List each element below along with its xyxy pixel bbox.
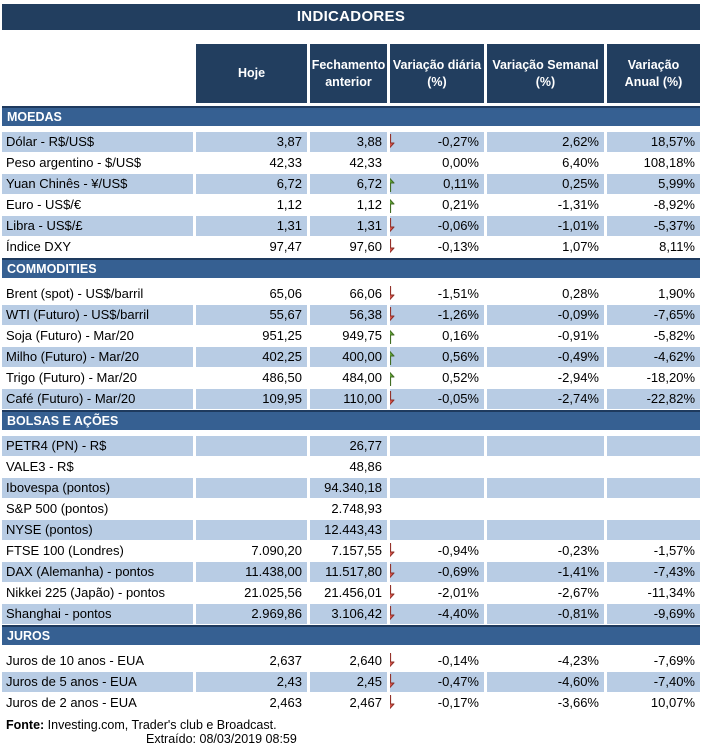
cell-hoje: 55,67 — [196, 305, 310, 325]
cell-variacao-anual: -11,34% — [647, 585, 695, 600]
cell-variacao-diaria: 0,52% — [390, 368, 487, 388]
cell-fechamento-anterior: 1,31 — [310, 216, 390, 236]
cell-fechamento-anterior: 48,86 — [310, 457, 390, 477]
down-arrow-icon — [390, 542, 395, 560]
cell-variacao-semanal: -4,60% — [487, 672, 607, 692]
table-row-shanghai-pontos — [2, 604, 700, 625]
cell-variacao-anual: -1,57% — [653, 543, 695, 558]
cell-fechamento-anterior: 42,33 — [310, 153, 390, 173]
cell-hoje: 2,637 — [196, 651, 310, 671]
table-row-brent-spot-us-barril — [2, 284, 700, 305]
row-label: Milho (Futuro) - Mar/20 — [2, 347, 196, 367]
cell-hoje: 486,50 — [196, 368, 310, 388]
table-row-nikkei-225-japao-pontos — [2, 583, 700, 604]
cell-variacao-semanal: 0,25% — [487, 174, 607, 194]
cell-fechamento-anterior: 3.106,42 — [310, 604, 390, 624]
cell-variacao-diaria: -0,69% — [390, 562, 487, 582]
row-label: Café (Futuro) - Mar/20 — [2, 389, 196, 409]
cell-variacao-diaria: 0,11% — [390, 174, 487, 194]
cell-variacao-semanal — [487, 478, 607, 498]
cell-variacao-diaria: 0,16% — [390, 326, 487, 346]
row-label: NYSE (pontos) — [2, 520, 196, 540]
down-arrow-icon — [390, 133, 395, 151]
extracted-label: Extraído: — [146, 732, 197, 746]
table-body — [2, 106, 700, 714]
table-row-juros-de-10-anos-eua — [2, 651, 700, 672]
column-header-variacao-anual: Variação Anual (%) — [607, 44, 700, 103]
table-row-peso-argentino-us — [2, 153, 700, 174]
table-row-nyse-pontos — [2, 520, 700, 541]
cell-fechamento-anterior: 12.443,43 — [310, 520, 390, 540]
cell-variacao-anual: -9,69% — [607, 604, 700, 624]
cell-variacao-anual: -18,20% — [646, 370, 695, 385]
cell-variacao-diaria: -0,13% — [390, 237, 487, 257]
cell-variacao-semanal: -0,81% — [487, 604, 607, 624]
cell-variacao-anual: 108,18% — [643, 155, 695, 170]
table-row-dolar-r-us — [2, 132, 700, 153]
cell-variacao-diaria: 0,21% — [390, 195, 487, 215]
cell-variacao-semanal: -4,23% — [487, 651, 607, 671]
cell-variacao-semanal: -2,94% — [487, 368, 607, 388]
cell-fechamento-anterior: 66,06 — [310, 284, 390, 304]
cell-fechamento-anterior: 2,640 — [310, 651, 390, 671]
cell-hoje: 951,25 — [196, 326, 310, 346]
cell-variacao-diaria — [390, 457, 487, 477]
cell-variacao-semanal: -0,91% — [487, 326, 607, 346]
row-label: Euro - US$/€ — [2, 195, 196, 215]
cell-hoje: 402,25 — [196, 347, 310, 367]
cell-variacao-anual: -7,40% — [607, 672, 700, 692]
row-label: VALE3 - R$ — [2, 457, 196, 477]
cell-variacao-diaria: -0,06% — [390, 216, 487, 236]
down-arrow-icon — [390, 285, 395, 303]
cell-variacao-diaria: -1,26% — [390, 305, 487, 325]
cell-fechamento-anterior: 949,75 — [310, 326, 390, 346]
up-arrow-icon — [390, 369, 395, 387]
cell-hoje: 2.969,86 — [196, 604, 310, 624]
cell-variacao-diaria — [390, 478, 487, 498]
cell-variacao-semanal: 1,07% — [487, 237, 607, 257]
table-row-petr4-pn-r — [2, 436, 700, 457]
down-arrow-icon — [390, 217, 395, 235]
cell-variacao-semanal — [487, 457, 607, 477]
cell-fechamento-anterior: 484,00 — [310, 368, 390, 388]
row-label: Ibovespa (pontos) — [2, 478, 196, 498]
up-arrow-icon — [390, 327, 395, 345]
row-label: Soja (Futuro) - Mar/20 — [2, 326, 196, 346]
up-arrow-icon — [390, 175, 395, 193]
cell-hoje: 2,43 — [196, 672, 310, 692]
cell-variacao-anual: -8,92% — [653, 197, 695, 212]
cell-hoje: 1,12 — [196, 195, 310, 215]
cell-variacao-anual — [607, 520, 700, 540]
cell-variacao-diaria — [390, 520, 487, 540]
cell-variacao-semanal: -0,49% — [487, 347, 607, 367]
cell-hoje: 97,47 — [196, 237, 310, 257]
source-line — [6, 718, 700, 732]
cell-variacao-semanal: 6,40% — [487, 153, 607, 173]
table-row-cafe-futuro-mar-20 — [2, 389, 700, 410]
row-label: Libra - US$/£ — [2, 216, 196, 236]
table-row-dax-alemanha-pontos — [2, 562, 700, 583]
column-header-spacer — [2, 44, 196, 103]
table-row-trigo-futuro-mar-20 — [2, 368, 700, 389]
down-arrow-icon — [390, 652, 395, 670]
cell-variacao-diaria: -0,27% — [390, 132, 487, 152]
row-label: Shanghai - pontos — [2, 604, 196, 624]
cell-variacao-semanal: -0,09% — [487, 305, 607, 325]
cell-fechamento-anterior: 94.340,18 — [310, 478, 390, 498]
row-label: S&P 500 (pontos) — [2, 499, 196, 519]
cell-fechamento-anterior: 110,00 — [310, 389, 390, 409]
cell-variacao-diaria: 0,00% — [390, 153, 487, 173]
cell-variacao-diaria: -4,40% — [390, 604, 487, 624]
cell-hoje: 7.090,20 — [196, 541, 310, 561]
cell-fechamento-anterior: 11.517,80 — [310, 562, 390, 582]
table-row-juros-de-5-anos-eua — [2, 672, 700, 693]
row-label: Yuan Chinês - ¥/US$ — [2, 174, 196, 194]
cell-variacao-anual — [607, 457, 700, 477]
cell-variacao-semanal — [487, 436, 607, 456]
cell-variacao-anual: 18,57% — [607, 132, 700, 152]
table-row-wti-futuro-us-barril — [2, 305, 700, 326]
cell-fechamento-anterior: 2.748,93 — [310, 499, 390, 519]
cell-variacao-semanal: -2,67% — [487, 583, 607, 603]
column-header-hoje: Hoje — [196, 44, 310, 103]
cell-hoje — [196, 457, 310, 477]
down-arrow-icon — [390, 306, 395, 324]
cell-hoje — [196, 520, 310, 540]
row-label: DAX (Alemanha) - pontos — [2, 562, 196, 582]
cell-variacao-semanal: -3,66% — [487, 693, 607, 713]
table-row-vale3-r — [2, 457, 700, 478]
up-arrow-icon — [390, 196, 395, 214]
row-label: Índice DXY — [2, 237, 196, 257]
row-label: Juros de 10 anos - EUA — [2, 651, 196, 671]
column-header-fechamento: Fechamento anterior — [310, 44, 390, 103]
cell-hoje — [196, 478, 310, 498]
cell-hoje — [196, 499, 310, 519]
cell-variacao-diaria: -0,94% — [390, 541, 487, 561]
row-label: Trigo (Futuro) - Mar/20 — [2, 368, 196, 388]
cell-variacao-anual: -5,37% — [607, 216, 700, 236]
page-title: INDICADORES — [2, 4, 700, 30]
cell-hoje — [196, 436, 310, 456]
cell-variacao-anual: 8,11% — [659, 239, 695, 254]
cell-variacao-diaria: -0,05% — [390, 389, 487, 409]
cell-fechamento-anterior: 6,72 — [310, 174, 390, 194]
cell-hoje: 21.025,56 — [196, 583, 310, 603]
cell-hoje: 42,33 — [196, 153, 310, 173]
cell-fechamento-anterior: 97,60 — [310, 237, 390, 257]
section-header-moedas: MOEDAS — [2, 106, 700, 126]
row-label: Peso argentino - $/US$ — [2, 153, 196, 173]
cell-variacao-diaria: 0,56% — [390, 347, 487, 367]
section-header-commodities: COMMODITIES — [2, 258, 700, 278]
cell-fechamento-anterior: 7.157,55 — [310, 541, 390, 561]
cell-variacao-anual — [607, 499, 700, 519]
cell-variacao-anual — [607, 436, 700, 456]
row-label: WTI (Futuro) - US$/barril — [2, 305, 196, 325]
cell-variacao-semanal: -2,74% — [487, 389, 607, 409]
cell-hoje: 109,95 — [196, 389, 310, 409]
down-arrow-icon — [390, 390, 395, 408]
table-row-euro-us — [2, 195, 700, 216]
table-row-libra-us — [2, 216, 700, 237]
table-row-yuan-chines-us — [2, 174, 700, 195]
cell-variacao-anual — [607, 478, 700, 498]
down-arrow-icon — [390, 563, 395, 581]
down-arrow-icon — [390, 673, 395, 691]
cell-hoje: 1,31 — [196, 216, 310, 236]
cell-variacao-anual: -7,43% — [607, 562, 700, 582]
down-arrow-icon — [390, 605, 395, 623]
cell-fechamento-anterior: 400,00 — [310, 347, 390, 367]
cell-fechamento-anterior: 21.456,01 — [310, 583, 390, 603]
cell-variacao-semanal: -0,23% — [487, 541, 607, 561]
row-label: FTSE 100 (Londres) — [2, 541, 196, 561]
cell-variacao-anual: -22,82% — [607, 389, 700, 409]
cell-fechamento-anterior: 2,45 — [310, 672, 390, 692]
down-arrow-icon — [390, 694, 395, 712]
row-label: Nikkei 225 (Japão) - pontos — [2, 583, 196, 603]
cell-variacao-semanal: -1,41% — [487, 562, 607, 582]
cell-variacao-diaria — [390, 436, 487, 456]
cell-variacao-diaria: -1,51% — [390, 284, 487, 304]
cell-fechamento-anterior: 2,467 — [310, 693, 390, 713]
table-row-s-p-500-pontos — [2, 499, 700, 520]
cell-variacao-semanal: 2,62% — [487, 132, 607, 152]
cell-hoje: 3,87 — [196, 132, 310, 152]
extracted-timestamp: 08/03/2019 08:59 — [196, 732, 297, 746]
cell-fechamento-anterior: 3,88 — [310, 132, 390, 152]
cell-variacao-semanal: 0,28% — [487, 284, 607, 304]
cell-variacao-semanal — [487, 499, 607, 519]
table-row-soja-futuro-mar-20 — [2, 326, 700, 347]
extracted-line — [6, 732, 700, 746]
cell-variacao-anual: 5,99% — [607, 174, 700, 194]
cell-variacao-anual: -4,62% — [607, 347, 700, 367]
cell-variacao-anual: -5,82% — [653, 328, 695, 343]
column-header-variacao-diaria: Variação diária (%) — [390, 44, 487, 103]
row-label: Dólar - R$/US$ — [2, 132, 196, 152]
cell-variacao-diaria: -0,47% — [390, 672, 487, 692]
cell-variacao-anual: 10,07% — [650, 695, 695, 710]
table-row-milho-futuro-mar-20 — [2, 347, 700, 368]
cell-variacao-semanal: -1,01% — [487, 216, 607, 236]
section-header-juros: JUROS — [2, 625, 700, 645]
row-label: Juros de 5 anos - EUA — [2, 672, 196, 692]
cell-variacao-diaria: -2,01% — [390, 583, 487, 603]
cell-variacao-anual: -7,69% — [653, 653, 695, 668]
up-arrow-icon — [390, 348, 395, 366]
cell-hoje: 2,463 — [196, 693, 310, 713]
cell-fechamento-anterior: 1,12 — [310, 195, 390, 215]
source-label: Fonte: — [6, 718, 45, 732]
table-row-ftse-100-londres — [2, 541, 700, 562]
column-header-variacao-semanal: Variação Semanal (%) — [487, 44, 607, 103]
cell-hoje: 11.438,00 — [196, 562, 310, 582]
cell-variacao-diaria: -0,14% — [390, 651, 487, 671]
table-row-juros-de-2-anos-eua — [2, 693, 700, 714]
row-label: Brent (spot) - US$/barril — [2, 284, 196, 304]
cell-hoje: 65,06 — [196, 284, 310, 304]
section-header-bolsas-e-acoes: BOLSAS E AÇÕES — [2, 410, 700, 430]
cell-variacao-anual: -7,65% — [607, 305, 700, 325]
row-label: PETR4 (PN) - R$ — [2, 436, 196, 456]
cell-variacao-semanal: -1,31% — [487, 195, 607, 215]
row-label: Juros de 2 anos - EUA — [2, 693, 196, 713]
down-arrow-icon — [390, 584, 395, 602]
cell-fechamento-anterior: 26,77 — [310, 436, 390, 456]
table-row-ibovespa-pontos — [2, 478, 700, 499]
source-text: Investing.com, Trader's club e Broadcast. — [44, 718, 277, 732]
cell-variacao-semanal — [487, 520, 607, 540]
down-arrow-icon — [390, 238, 395, 256]
table-row-indice-dxy — [2, 237, 700, 258]
column-headers — [2, 44, 700, 103]
cell-variacao-diaria: -0,17% — [390, 693, 487, 713]
cell-variacao-anual: 1,90% — [658, 286, 695, 301]
footer — [2, 718, 700, 746]
cell-hoje: 6,72 — [196, 174, 310, 194]
cell-fechamento-anterior: 56,38 — [310, 305, 390, 325]
cell-variacao-diaria — [390, 499, 487, 519]
